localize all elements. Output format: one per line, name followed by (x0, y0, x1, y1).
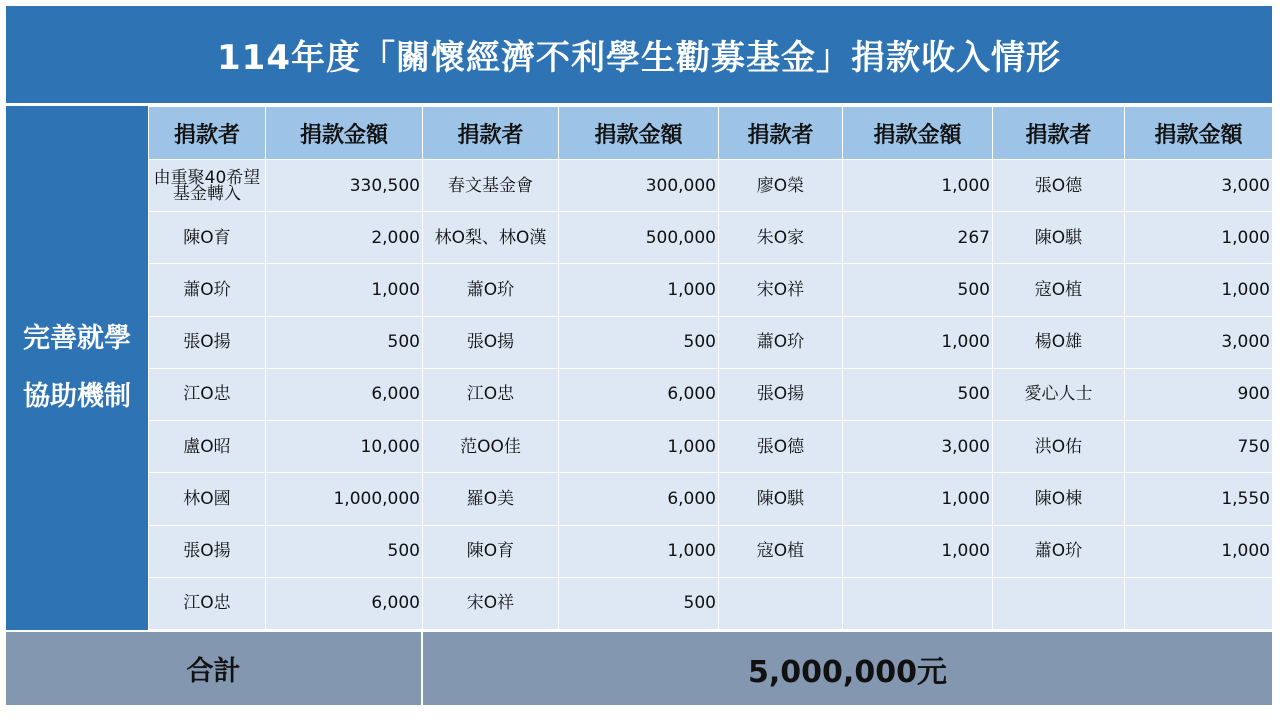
amount-cell: 1,000 (843, 160, 993, 212)
donor-cell: 蕭O玠 (993, 525, 1125, 577)
donor-cell: 張O德 (719, 421, 843, 473)
column-header-amount: 捐款金額 (1125, 107, 1273, 160)
table-row (149, 368, 1273, 420)
amount-cell: 1,000 (843, 473, 993, 525)
donor-cell: 林O梨、林O漢 (423, 212, 559, 264)
amount-cell: 2,000 (266, 212, 423, 264)
side-label-line2: 協助機制 (23, 381, 131, 412)
side-label-line1: 完善就學 (23, 323, 131, 354)
donation-table (148, 106, 1273, 630)
donor-cell: 朱O家 (719, 212, 843, 264)
amount-cell: 10,000 (266, 421, 423, 473)
donor-cell: 蕭O玠 (149, 264, 266, 316)
table-row (149, 264, 1273, 316)
donor-cell: 陳O騏 (719, 473, 843, 525)
amount-cell (1125, 577, 1273, 629)
amount-cell: 330,500 (266, 160, 423, 212)
column-header-donor: 捐款者 (423, 107, 559, 160)
amount-cell: 1,000 (1125, 212, 1273, 264)
donor-cell: 范OO佳 (423, 421, 559, 473)
donor-cell: 陳O棟 (993, 473, 1125, 525)
table-row (149, 473, 1273, 525)
donor-cell: 楊O雄 (993, 316, 1125, 368)
amount-cell: 500 (559, 577, 719, 629)
amount-cell: 1,000 (559, 525, 719, 577)
amount-cell: 3,000 (1125, 316, 1273, 368)
amount-cell: 500,000 (559, 212, 719, 264)
amount-cell: 6,000 (559, 473, 719, 525)
amount-cell: 3,000 (843, 421, 993, 473)
page-title: 114年度「關懷經濟不利學生勸募基金」捐款收入情形 (6, 6, 1272, 103)
donor-cell: 廖O榮 (719, 160, 843, 212)
donor-cell: 洪O佑 (993, 421, 1125, 473)
donor-cell: 江O忠 (423, 368, 559, 420)
amount-cell: 1,000 (559, 421, 719, 473)
amount-cell: 1,000 (266, 264, 423, 316)
amount-cell: 1,000 (1125, 525, 1273, 577)
donor-cell: 張O揚 (719, 368, 843, 420)
table-row (149, 212, 1273, 264)
donor-cell: 寇O植 (719, 525, 843, 577)
amount-cell: 500 (843, 368, 993, 420)
donor-cell: 江O忠 (149, 577, 266, 629)
total-label: 合計 (6, 632, 421, 705)
amount-cell (843, 577, 993, 629)
amount-cell: 1,000,000 (266, 473, 423, 525)
column-header-amount: 捐款金額 (843, 107, 993, 160)
amount-cell: 900 (1125, 368, 1273, 420)
amount-cell: 267 (843, 212, 993, 264)
amount-cell: 500 (266, 316, 423, 368)
table-row (149, 577, 1273, 629)
donor-cell: 宋O祥 (423, 577, 559, 629)
donor-cell: 張O揚 (149, 316, 266, 368)
amount-cell: 1,550 (1125, 473, 1273, 525)
donor-cell: 愛心人士 (993, 368, 1125, 420)
donor-cell: 蕭O玠 (719, 316, 843, 368)
donor-cell: 陳O騏 (993, 212, 1125, 264)
column-header-donor: 捐款者 (993, 107, 1125, 160)
amount-cell: 1,000 (843, 525, 993, 577)
total-amount: 5,000,000元 (423, 632, 1272, 705)
donor-cell: 寇O植 (993, 264, 1125, 316)
header-row (149, 107, 1273, 160)
amount-cell: 1,000 (559, 264, 719, 316)
donor-cell (719, 577, 843, 629)
donor-cell: 羅O美 (423, 473, 559, 525)
donor-cell: 蕭O玠 (423, 264, 559, 316)
donor-cell: 陳O育 (149, 212, 266, 264)
donor-cell: 張O揚 (423, 316, 559, 368)
donor-cell: 宋O祥 (719, 264, 843, 316)
donor-cell: 張O德 (993, 160, 1125, 212)
donor-cell: 陳O育 (423, 525, 559, 577)
donor-cell (993, 577, 1125, 629)
column-header-donor: 捐款者 (149, 107, 266, 160)
table-row (149, 525, 1273, 577)
amount-cell: 6,000 (266, 368, 423, 420)
column-header-amount: 捐款金額 (266, 107, 423, 160)
column-header-amount: 捐款金額 (559, 107, 719, 160)
amount-cell: 1,000 (843, 316, 993, 368)
amount-cell: 6,000 (559, 368, 719, 420)
table-row (149, 160, 1273, 212)
amount-cell: 300,000 (559, 160, 719, 212)
amount-cell: 3,000 (1125, 160, 1273, 212)
table-row (149, 316, 1273, 368)
donor-cell: 由重聚40希望基金轉入 (149, 160, 266, 212)
donor-cell: 張O揚 (149, 525, 266, 577)
column-header-donor: 捐款者 (719, 107, 843, 160)
table-row (149, 421, 1273, 473)
donor-cell: 林O國 (149, 473, 266, 525)
donor-cell: 盧O昭 (149, 421, 266, 473)
amount-cell: 500 (559, 316, 719, 368)
amount-cell: 500 (843, 264, 993, 316)
side-label (6, 106, 148, 630)
amount-cell: 6,000 (266, 577, 423, 629)
amount-cell: 1,000 (1125, 264, 1273, 316)
amount-cell: 750 (1125, 421, 1273, 473)
donor-cell: 江O忠 (149, 368, 266, 420)
donor-cell: 春文基金會 (423, 160, 559, 212)
amount-cell: 500 (266, 525, 423, 577)
